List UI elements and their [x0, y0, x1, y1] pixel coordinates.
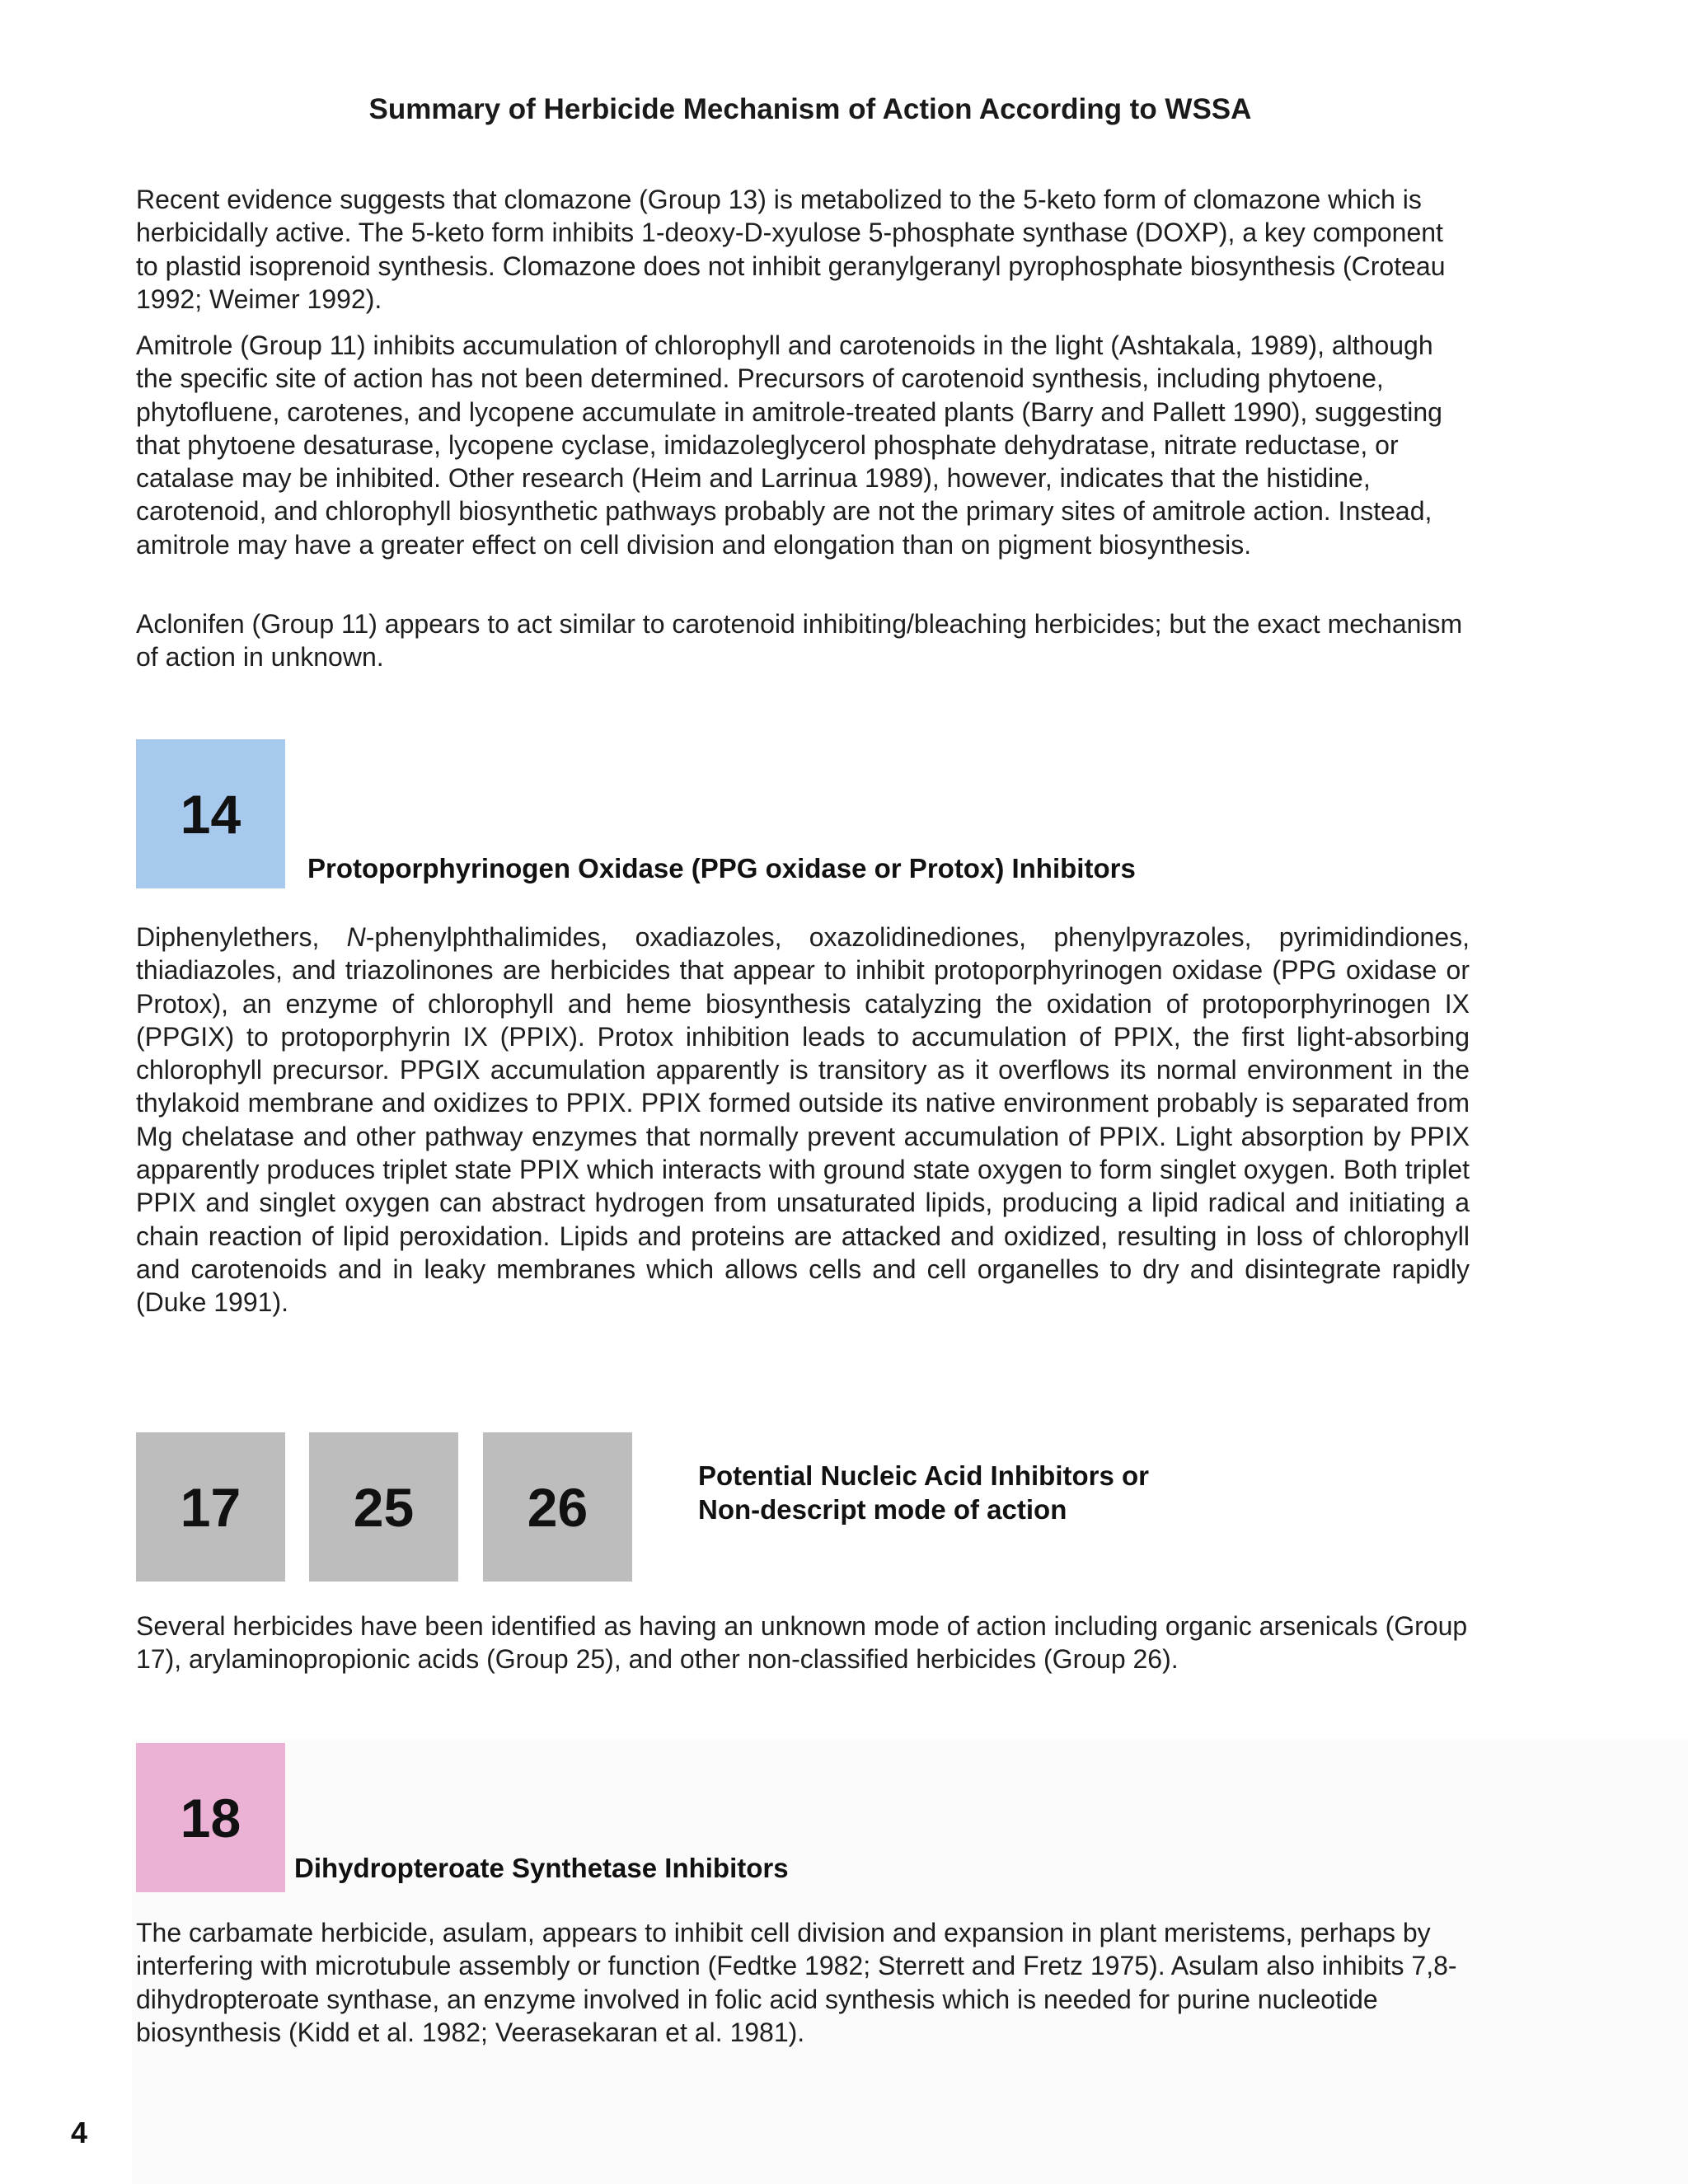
- group-14-description-italic: N: [346, 922, 366, 952]
- intro-paragraph-aclonifen: Aclonifen (Group 11) appears to act similar to carotenoid inhibiting/bleaching herbicides; but the exact mechanism of action in unknown.: [136, 609, 1463, 673]
- group-17-25-26-heading-line1: Potential Nucleic Acid Inhibitors or: [698, 1460, 1150, 1491]
- group-17-badge: 17: [136, 1432, 285, 1582]
- group-25-badge: 25: [309, 1432, 458, 1582]
- group-14-description: [136, 921, 1470, 1319]
- group-17-25-26-heading: [698, 1459, 1149, 1526]
- intro-paragraph-clomazone: Recent evidence suggests that clomazone (Group 13) is metabolized to the 5-keto form of clomazone which is herbicidally active. The 5-keto form inhibits 1-deoxy-D-xyulose 5-phosphate synthase (DOXP), a key component to plastid isoprenoid synthesis. Clomazone does not inhibit geranylgeranyl pyrophosphate biosynthesis (Croteau 1992; Weimer 1992).: [136, 185, 1446, 314]
- group-14-description-start: Diphenylethers,: [136, 922, 347, 952]
- group-14-description-rest: -phenylphthalimides, oxadiazoles, oxazolidinediones, phenylpyrazoles, pyrimidindiones, thiadiazoles, and triazolinones are herbicides that appear to inhibit protoporphyrinogen oxidase (PPG oxidase or Protox), an enzyme of chlorophyll and heme biosynthesis catalyzing the oxidation of protoporphyrinogen IX (PPGIX) to protoporphyrin IX (PPIX). Protox inhibition leads to accumulation of PPIX, the first light-absorbing chlorophyll precursor. PPGIX accumulation apparently is transitory as it overflows its normal environment in the thylakoid membrane and oxidizes to PPIX. PPIX formed outside its native environment probably is separated from Mg chelatase and other pathway enzymes that normally prevent accumulation of PPIX. Light absorption by PPIX apparently produces triplet state PPIX which interacts with ground state oxygen to form singlet oxygen. Both triplet PPIX and singlet oxygen can abstract hydrogen from unsaturated lipids, producing a lipid radical and initiating a chain reaction of lipid peroxidation. Lipids and proteins are attacked and oxidized, resulting in loss of chlorophyll and carotenoids and in leaky membranes which allows cells and cell organelles to dry and disintegrate rapidly (Duke 1991).: [136, 922, 1470, 1318]
- group-18-description: The carbamate herbicide, asulam, appears to inhibit cell division and expansion in plant meristems, perhaps by interfering with microtubule assembly or function (Fedtke 1982; Sterrett and Fretz 1975). Asulam also inhibits 7,8-dihydropteroate synthase, an enzyme involved in folic acid synthesis which is needed for purine nucleotide biosynthesis (Kidd et al. 1982; Veerasekaran et al. 1981).: [136, 1918, 1457, 2047]
- group-14-badge: 14: [136, 739, 285, 888]
- page-number: 4: [71, 2116, 88, 2149]
- group-18-heading: Dihydropteroate Synthetase Inhibitors: [294, 1853, 789, 1883]
- page-title: Summary of Herbicide Mechanism of Action According to WSSA: [368, 93, 1252, 125]
- group-14-heading: Protoporphyrinogen Oxidase (PPG oxidase or Protox) Inhibitors: [307, 853, 1136, 883]
- intro-paragraph-amitrole: Amitrole (Group 11) inhibits accumulation of chlorophyll and carotenoids in the light (Ashtakala, 1989), although the specific site of action has not been determined. Precursors of carotenoid synthesis, including phytoene, phytofluene, carotenes, and lycopene accumulate in amitrole-treated plants (Barry and Pallett 1990), suggesting that phytoene desaturase, lycopene cyclase, imidazoleglycerol phosphate dehydratase, nitrate reductase, or catalase may be inhibited. Other research (Heim and Larrinua 1989), however, indicates that the histidine, carotenoid, and chlorophyll biosynthetic pathways probably are not the primary sites of amitrole action. Instead, amitrole may have a greater effect on cell division and elongation than on pigment biosynthesis.: [136, 330, 1442, 560]
- group-17-25-26-heading-line2: Non-descript mode of action: [698, 1494, 1067, 1525]
- group-17-25-26-description: Several herbicides have been identified as having an unknown mode of action including organic arsenicals (Group 17), arylaminopropionic acids (Group 25), and other non-classified herbicides (Group 26).: [136, 1611, 1468, 1675]
- group-18-badge: 18: [136, 1743, 285, 1892]
- group-26-badge: 26: [483, 1432, 632, 1582]
